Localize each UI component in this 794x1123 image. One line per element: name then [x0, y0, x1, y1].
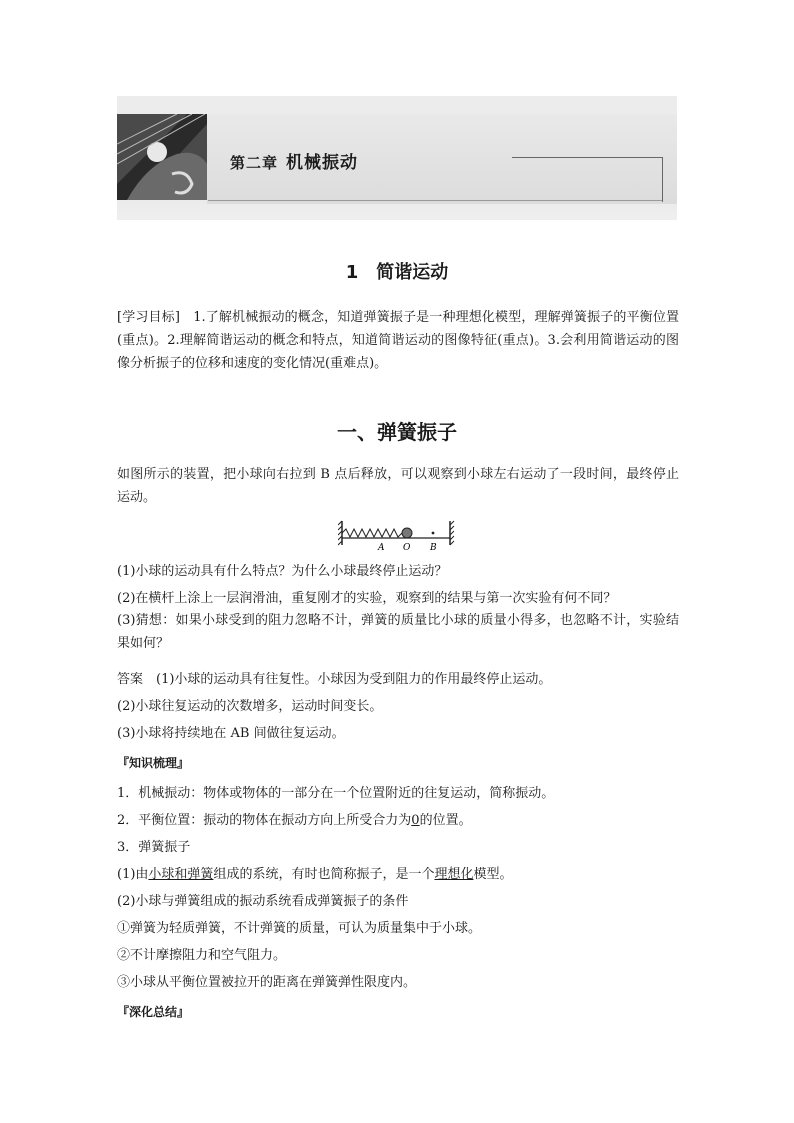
answer-2: (2)小球往复运动的次数增多，运动时间变长。: [117, 699, 383, 714]
k3a-underlined-1: 小球和弹簧: [148, 867, 214, 882]
section-number: 1: [345, 262, 359, 283]
intro-paragraph: 如图所示的装置，把小球向右拉到 B 点后释放，可以观察到小球左右运动了一段时间，最终停止运动。: [117, 467, 679, 505]
banner-divider: [208, 200, 662, 201]
question-1: (1)小球的运动具有什么特点？为什么小球最终停止运动？: [117, 564, 448, 579]
condition-2: ②不计摩擦阻力和空气阻力。: [117, 948, 287, 963]
chapter-label: 第二章: [230, 154, 279, 172]
k3a-underlined-2: 理想化: [434, 867, 474, 882]
k3a-post: 模型。: [473, 867, 513, 882]
banner-decoration: [512, 157, 663, 202]
answer-3: (3)小球将持续地在 AB 间做往复运动。: [117, 726, 345, 741]
banner-top-strip: [117, 96, 677, 114]
answer-1: 答案 (1)小球的运动具有往复性。小球因为受到阻力的作用最终停止运动。: [117, 672, 552, 687]
knowledge-item-3a: [117, 863, 512, 882]
question-3: (3)猜想：如果小球受到的阻力忽略不计，弹簧的质量比小球的质量小得多，也忽略不计，实验结果如何？: [117, 613, 679, 651]
section-title-text: 简谐运动: [376, 262, 449, 283]
condition-3: ③小球从平衡位置被拉开的距离在弹簧弹性限度内。: [117, 975, 417, 990]
learning-objectives: [学习目标] 1.了解机械振动的概念，知道弹簧振子是一种理想化模型，理解弹簧振子的平衡位置(重点)。2.理解简谐运动的概念和特点，知道简谐运动的图像特征(重点)。3.会利用简谐运动的图像分析振子的位移和速度的变化情况(重难点)。: [117, 310, 679, 371]
knowledge-item-3: 3．弹簧振子: [117, 840, 191, 855]
knowledge-item-3b: (2)小球与弹簧组成的振动系统看成弹簧振子的条件: [117, 894, 409, 909]
knowledge-item-2: [117, 809, 472, 828]
label-o: O: [403, 543, 411, 553]
question-2: (2)在横杆上涂上一层润滑油，重复刚才的实验，观察到的结果与第一次实验有何不同？: [117, 591, 617, 606]
section-title: [0, 258, 794, 284]
violin-image: [117, 114, 207, 200]
k3a-pre: (1)由: [117, 867, 149, 882]
label-a: A: [378, 543, 385, 553]
k2-underlined: 0: [411, 813, 420, 828]
knowledge-heading: 『知识梳理』: [117, 756, 190, 770]
spring-oscillator-figure: [338, 519, 458, 557]
k3a-mid: 组成的系统，有时也简称振子，是一个: [213, 867, 435, 882]
condition-1: ①弹簧为轻质弹簧，不计弹簧的质量，可认为质量集中于小球。: [117, 921, 482, 936]
knowledge-item-1: 1．机械振动：物体或物体的一部分在一个位置附近的往复运动，简称振动。: [117, 786, 555, 801]
chapter-name: 机械振动: [286, 153, 359, 173]
label-b: B: [430, 543, 437, 553]
k2-text-post: 的位置。: [419, 813, 472, 828]
k2-text-pre: 2．平衡位置：振动的物体在振动方向上所受合力为: [117, 813, 412, 828]
part-title: 一、弹簧振子: [337, 420, 457, 444]
summary-heading: 『深化总结』: [117, 1005, 190, 1019]
chapter-title: [230, 148, 358, 173]
